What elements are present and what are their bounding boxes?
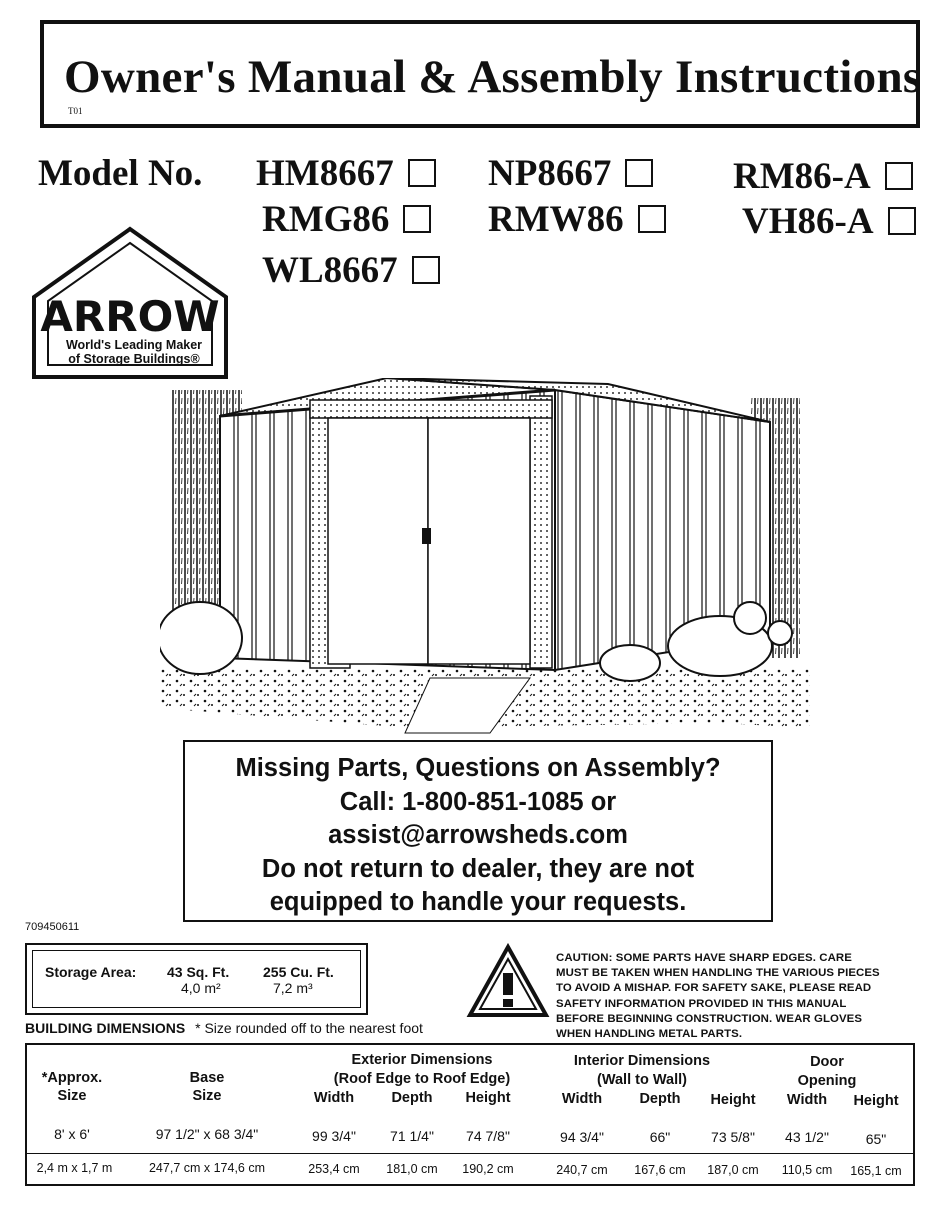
header-ext-depth: Depth bbox=[391, 1090, 433, 1106]
logo-tagline-1: World's Leading Maker bbox=[65, 338, 203, 352]
cell-imperial-base: 97 1/2" x 68 3/4" bbox=[155, 1126, 259, 1142]
checkbox[interactable] bbox=[885, 162, 913, 190]
help-line-5: equipped to handle your requests. bbox=[269, 888, 687, 916]
caution-text bbox=[556, 951, 926, 1042]
header-size: Size bbox=[57, 1088, 87, 1104]
header-door: Door bbox=[810, 1054, 844, 1070]
header-door-width: Width bbox=[786, 1092, 828, 1108]
checkbox[interactable] bbox=[638, 205, 666, 233]
warning-icon bbox=[466, 943, 550, 1019]
help-line-4: Do not return to dealer, they are not bbox=[261, 854, 695, 883]
caution-line: BEFORE BEGINNING CONSTRUCTION. WEAR GLOVES bbox=[556, 1012, 863, 1025]
model-name: WL8667 bbox=[262, 250, 398, 291]
cell-imperial-door-width: 43 1/2" bbox=[785, 1129, 829, 1145]
caution-line: CAUTION: SOME PARTS HAVE SHARP EDGES. CARE bbox=[556, 952, 852, 964]
help-box bbox=[183, 740, 773, 922]
header-ext-height: Height bbox=[465, 1090, 511, 1106]
shed-illustration bbox=[160, 378, 810, 738]
model-name: RMG86 bbox=[262, 199, 390, 240]
cell-metric-int-height: 187,0 cm bbox=[707, 1163, 759, 1177]
model-option-vh86a bbox=[742, 200, 916, 243]
cell-metric-base: 247,7 cm x 174,6 cm bbox=[148, 1161, 266, 1175]
help-line-2: Call: 1-800-851-1085 or bbox=[339, 787, 617, 816]
checkbox[interactable] bbox=[408, 159, 436, 187]
cell-metric-door-height: 165,1 cm bbox=[850, 1164, 902, 1178]
header-interior-sub: (Wall to Wall) bbox=[597, 1072, 687, 1088]
model-option-rm86a bbox=[733, 155, 913, 198]
header-approx: *Approx. bbox=[41, 1070, 103, 1086]
building-dimensions-heading bbox=[25, 1020, 423, 1036]
header-interior: Interior Dimensions bbox=[573, 1053, 711, 1069]
cell-imperial-ext-depth: 71 1/4" bbox=[390, 1128, 434, 1144]
header-exterior-sub: (Roof Edge to Roof Edge) bbox=[333, 1071, 511, 1087]
checkbox[interactable] bbox=[412, 256, 440, 284]
caution-line: TO AVOID A MISHAP. FOR SAFETY SAKE, PLEASE READ bbox=[556, 982, 872, 995]
cell-metric-ext-width: 253,4 cm bbox=[308, 1162, 360, 1176]
help-line-3: assist@arrowsheds.com bbox=[328, 821, 628, 849]
header-int-width: Width bbox=[561, 1091, 603, 1107]
dimensions-table bbox=[25, 1043, 915, 1186]
storage-label: Storage Area: bbox=[45, 964, 137, 980]
cell-metric-ext-depth: 181,0 cm bbox=[386, 1162, 438, 1176]
storage-sqft: 43 Sq. Ft. bbox=[167, 964, 230, 980]
model-option-wl8667 bbox=[262, 249, 440, 292]
header-int-depth: Depth bbox=[639, 1091, 681, 1107]
cell-imperial-int-height: 73 5/8" bbox=[711, 1129, 755, 1145]
cell-metric-door-width: 110,5 cm bbox=[781, 1163, 833, 1177]
model-label: Model No. bbox=[38, 153, 203, 194]
cell-metric-size: 2,4 m x 1,7 m bbox=[36, 1161, 113, 1175]
storage-cuft: 255 Cu. Ft. bbox=[263, 964, 334, 980]
model-option-rmw86 bbox=[488, 198, 666, 241]
caution-line: SAFETY INFORMATION PROVIDED IN THIS MANUAL bbox=[556, 997, 847, 1010]
title-box bbox=[40, 20, 920, 128]
cell-metric-int-width: 240,7 cm bbox=[556, 1163, 608, 1177]
cell-metric-int-depth: 167,6 cm bbox=[634, 1163, 686, 1177]
document-number: 709450611 bbox=[25, 921, 80, 933]
storage-area-box bbox=[25, 943, 368, 1015]
model-name: HM8667 bbox=[256, 153, 394, 194]
header-base-size: Size bbox=[192, 1088, 222, 1104]
caution-line: WHEN HANDLING METAL PARTS. bbox=[556, 1028, 743, 1041]
model-option-hm8667 bbox=[256, 152, 436, 195]
logo-brand: ARROW bbox=[40, 292, 220, 341]
building-dimensions-note: * Size rounded off to the nearest foot bbox=[195, 1020, 423, 1036]
checkbox[interactable] bbox=[888, 207, 916, 235]
cell-imperial-door-height: 65" bbox=[865, 1131, 887, 1147]
storage-sqm: 4,0 m² bbox=[181, 980, 221, 996]
cell-imperial-ext-height: 74 7/8" bbox=[466, 1128, 510, 1144]
page-title: Owner's Manual & Assembly Instructions bbox=[64, 51, 922, 103]
title-code: T01 bbox=[68, 106, 83, 116]
header-int-height: Height bbox=[710, 1092, 756, 1108]
header-base: Base bbox=[189, 1070, 225, 1086]
header-door-height: Height bbox=[853, 1093, 899, 1109]
row-divider bbox=[27, 1153, 913, 1154]
cell-imperial-size: 8' x 6' bbox=[54, 1126, 90, 1142]
storage-cum: 7,2 m³ bbox=[273, 980, 313, 996]
cell-imperial-int-width: 94 3/4" bbox=[560, 1129, 604, 1145]
model-name: NP8667 bbox=[488, 153, 612, 194]
cell-imperial-int-depth: 66" bbox=[649, 1129, 671, 1145]
cell-metric-ext-height: 190,2 cm bbox=[462, 1162, 514, 1176]
checkbox[interactable] bbox=[403, 205, 431, 233]
header-ext-width: Width bbox=[313, 1090, 355, 1106]
model-option-np8667 bbox=[488, 152, 653, 195]
header-exterior: Exterior Dimensions bbox=[351, 1052, 493, 1068]
model-name: RMW86 bbox=[488, 199, 624, 240]
help-line-1: Missing Parts, Questions on Assembly? bbox=[235, 754, 721, 782]
checkbox[interactable] bbox=[625, 159, 653, 187]
arrow-logo bbox=[30, 225, 230, 380]
model-option-rmg86 bbox=[262, 198, 431, 241]
caution-line: MUST BE TAKEN WHEN HANDLING THE VARIOUS PIECES bbox=[556, 967, 880, 980]
model-name: VH86-A bbox=[742, 201, 874, 242]
model-name: RM86-A bbox=[733, 156, 871, 197]
cell-imperial-ext-width: 99 3/4" bbox=[312, 1128, 356, 1144]
logo-tagline-2: of Storage Buildings® bbox=[68, 352, 200, 366]
building-dimensions-title: BUILDING DIMENSIONS bbox=[25, 1020, 186, 1036]
header-door-sub: Opening bbox=[797, 1073, 857, 1089]
